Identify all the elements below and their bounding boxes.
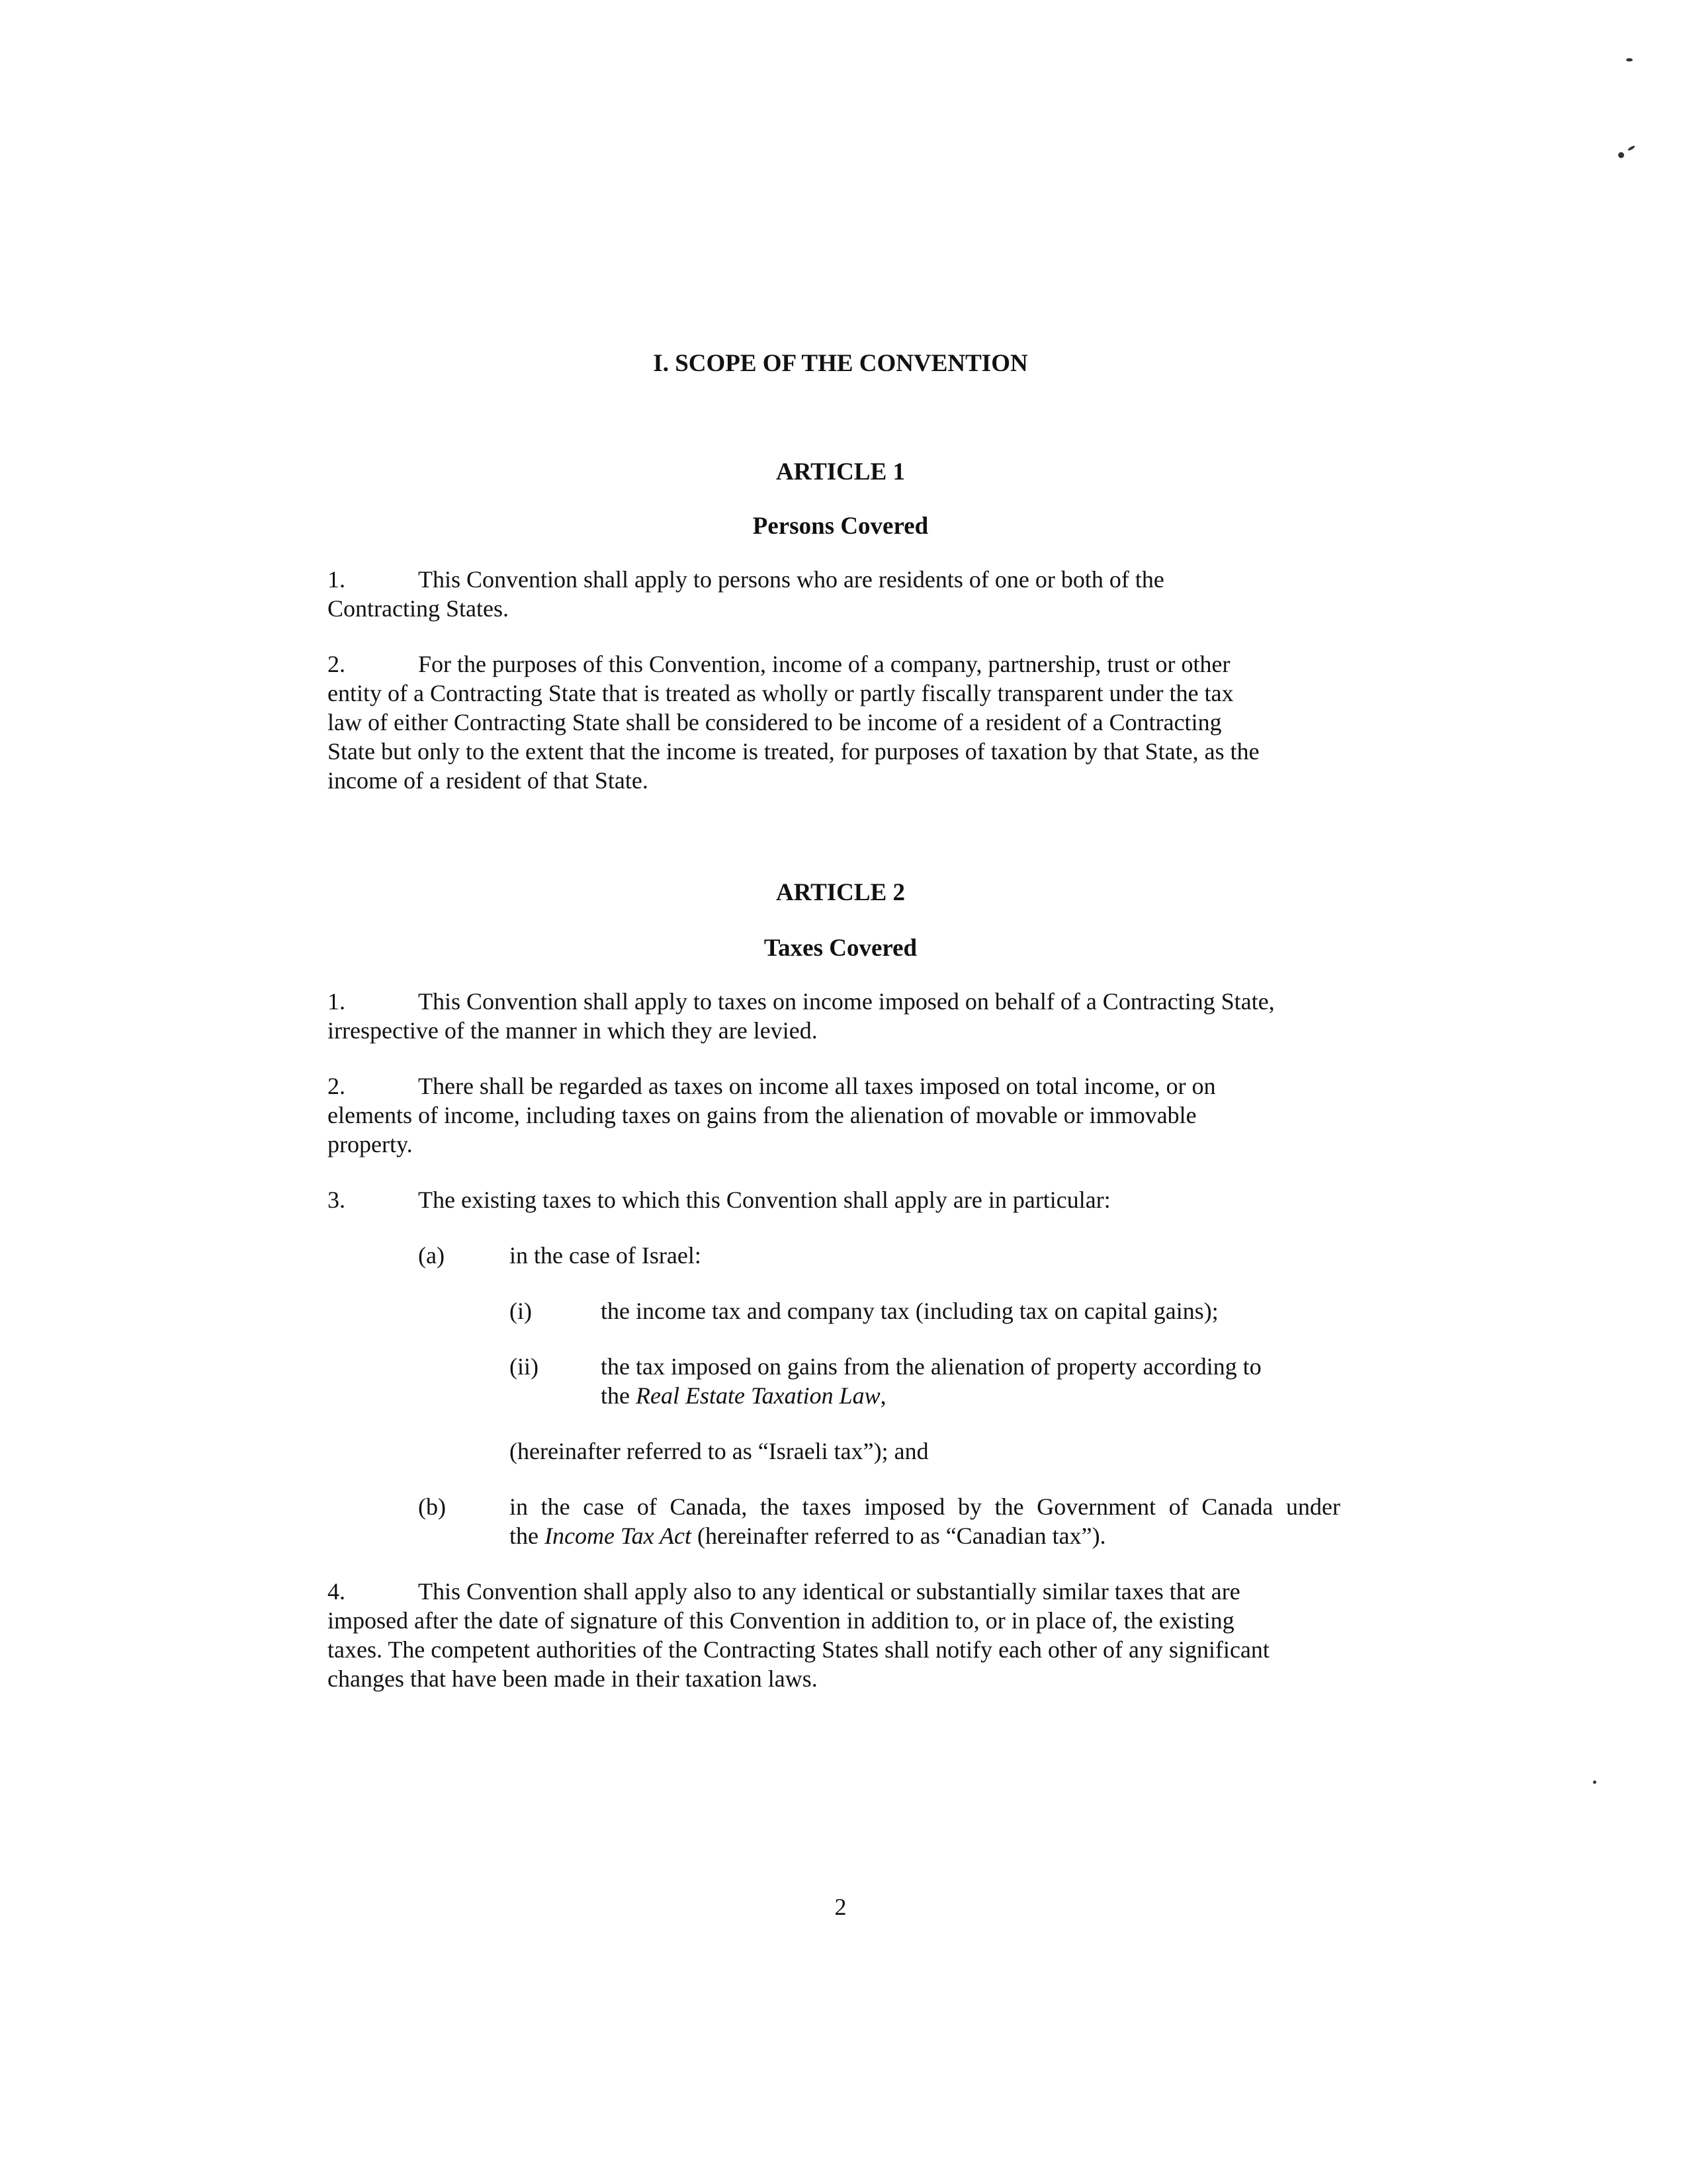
paragraph-line: law of either Contracting State shall be considered to be income of a resident of a Contracting	[327, 709, 1222, 735]
article-1-heading: ARTICLE 1	[775, 458, 906, 485]
subparagraph-label: (b)	[418, 1493, 446, 1520]
clause-line	[601, 1381, 886, 1410]
paragraph-line: changes that have been made in their taxation laws.	[327, 1665, 818, 1692]
paragraph-line: There shall be regarded as taxes on income all taxes imposed on total income, or on	[418, 1073, 1216, 1099]
paragraph-number: 3.	[327, 1187, 345, 1213]
clause-text: the	[601, 1382, 636, 1409]
subparagraph-text: the	[509, 1523, 544, 1549]
subparagraph-text: in the case of Israel:	[509, 1242, 701, 1269]
paragraph-line: This Convention shall apply to taxes on income imposed on behalf of a Contracting State,	[418, 988, 1275, 1015]
paragraph-line: For the purposes of this Convention, income of a company, partnership, trust or other	[418, 651, 1230, 677]
paragraph-line: income of a resident of that State.	[327, 767, 648, 794]
paragraph-line: property.	[327, 1131, 413, 1157]
scan-speck	[1626, 58, 1633, 62]
article-2-paragraph-4	[327, 1577, 1359, 1693]
clause-text: ,	[880, 1382, 886, 1409]
paragraph-number: 2.	[327, 1073, 345, 1099]
clause-label: (ii)	[509, 1353, 539, 1380]
article-2-paragraph-3	[327, 1185, 1359, 1214]
paragraph-number: 4.	[327, 1578, 345, 1605]
article-1-subheading: Persons Covered	[752, 513, 929, 540]
subparagraph-line	[509, 1521, 1106, 1550]
paragraph-line: State but only to the extent that the income is treated, for purposes of taxation by that State, as the	[327, 738, 1260, 765]
article-2-subheading: Taxes Covered	[763, 935, 918, 962]
paragraph-number: 1.	[327, 988, 345, 1015]
subparagraph-label: (a)	[418, 1242, 445, 1269]
clause-text: the income tax and company tax (including tax on capital gains);	[601, 1298, 1219, 1324]
article-2-paragraph-2	[327, 1071, 1359, 1159]
paragraph-number: 2.	[327, 651, 345, 677]
section-title: I. SCOPE OF THE CONVENTION	[653, 350, 1028, 377]
article-1-paragraph-2	[327, 650, 1359, 795]
paragraph-line: elements of income, including taxes on gains from the alienation of movable or immovable	[327, 1102, 1197, 1128]
article-2-heading: ARTICLE 2	[775, 879, 906, 906]
paragraph-line: This Convention shall apply also to any identical or substantially similar taxes that are	[418, 1578, 1240, 1605]
subparagraph-text: (hereinafter referred to as “Canadian tax”).	[691, 1523, 1106, 1549]
paragraph-line: irrespective of the manner in which they are levied.	[327, 1017, 818, 1044]
statute-title: Income Tax Act	[544, 1523, 691, 1549]
scan-speck	[1627, 145, 1635, 151]
paragraph-text: This Convention shall apply to persons who are residents of one or both of the Contracting States.	[327, 566, 1164, 622]
page-number: 2	[834, 1894, 847, 1920]
scan-speck	[1593, 1781, 1596, 1784]
paragraph-number: 1.	[327, 566, 345, 593]
paragraph-text: The existing taxes to which this Convention shall apply are in particular:	[418, 1187, 1111, 1213]
paragraph-line: imposed after the date of signature of this Convention in addition to, or in place of, the existing	[327, 1607, 1234, 1634]
paragraph-line: taxes. The competent authorities of the Contracting States shall notify each other of any significant	[327, 1636, 1270, 1663]
clause-label: (i)	[509, 1298, 532, 1324]
article-2-paragraph-1	[327, 987, 1359, 1045]
clause-line: the tax imposed on gains from the alienation of property according to	[601, 1353, 1262, 1380]
subparagraph-line: in the case of Canada, the taxes imposed by the Government of Canada under	[509, 1493, 1340, 1520]
statute-title: Real Estate Taxation Law	[635, 1382, 881, 1409]
subparagraph-a-closing: (hereinafter referred to as “Israeli tax”); and	[509, 1438, 929, 1464]
paragraph-line: entity of a Contracting State that is treated as wholly or partly fiscally transparent under the tax	[327, 680, 1234, 706]
article-1-paragraph-1	[327, 565, 1240, 623]
scan-speck	[1618, 152, 1624, 158]
